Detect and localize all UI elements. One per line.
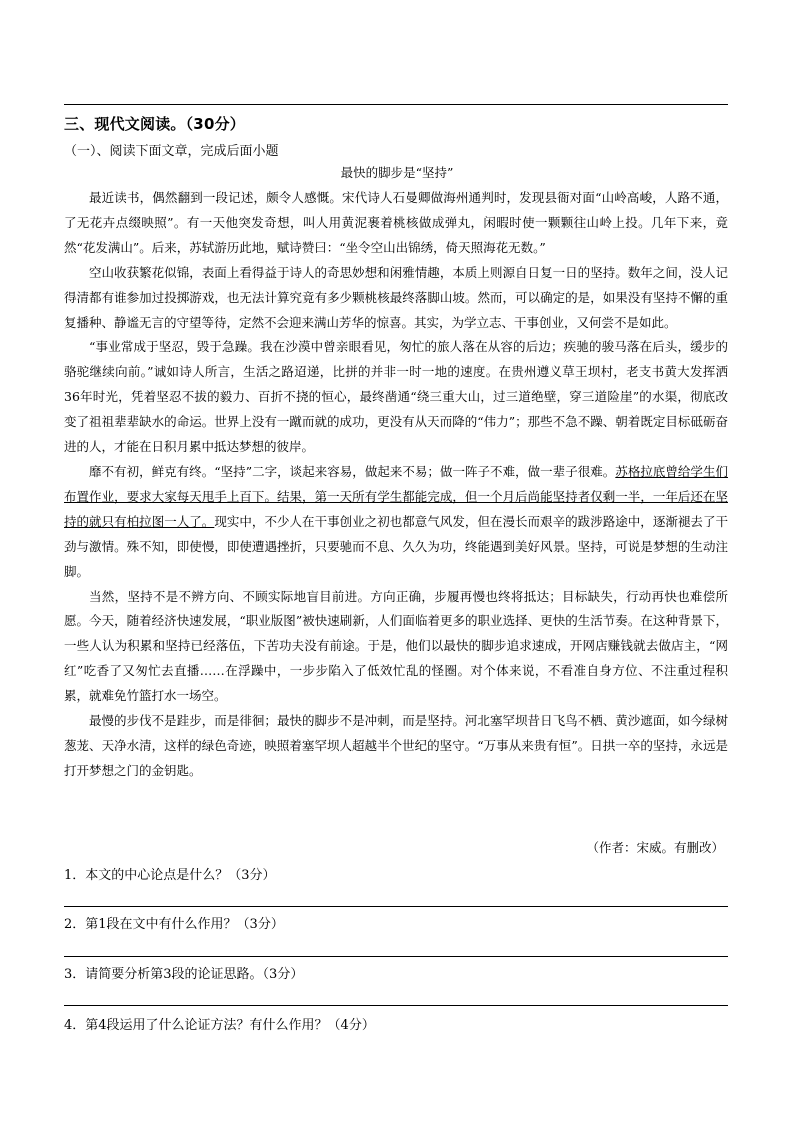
paragraph-5: 当然，坚持不是不辨方向、不顾实际地盲目前进。方向正确，步履再慢也终将抵达；目标缺失，行动再快也难偿所愿。今天，随着经济快速发展，“职业版图”被快速刷新，人们面临着更多的职业选择、更快的生活节奏。在这种背景下，一些人认为积累和坚持已经落伍，下苦功夫没有前途。于是，他们以最快的脚步追求速成，开网店赚钱就去做店主，“网红”吃香了又匆忙去直播……在浮躁中，一步步陷入了低效忙乱的怪圈。对个体来说，不看准自身方位、不注重过程积累，就难免竹篮打水一场空。: [64, 588, 728, 704]
subsection-title: （一）、阅读下面文章，完成后面小题: [64, 144, 279, 159]
question-3: 3．请简要分析第3段的论证思路。（3分）: [64, 967, 304, 982]
paragraph-3: “事业常成于坚忍，毁于急躁。我在沙漠中曾亲眼看见，匆忙的旅人落在从容的后边；疾驰的骏马落在后头，缓步的骆驼继续向前。”诚如诗人所言，生活之路迢递，比拼的并非一时一地的速度。在贵州遵义草王坝村，老支书黄大发挥洒36年时光，凭着坚忍不拔的毅力、百折不挠的恒心，最终凿通“绕三重大山，过三道绝壁，穿三道险崖”的水渠，彻底改变了祖祖辈辈缺水的命运。世界上没有一蹴而就的成功，更没有从天而降的“伟力”；那些不急不躁、朝着既定目标砥砺奋进的人，才能在日积月累中抵达梦想的彼岸。: [64, 339, 728, 455]
paragraph-6: 最慢的步伐不是跬步，而是徘徊；最快的脚步不是冲刺，而是坚持。河北塞罕坝昔日飞鸟不栖、黄沙遮面，如今绿树葱茏、天净水清，这样的绿色奇迹，映照着塞罕坝人超越半个世纪的坚守。“万事从来贵有恒”。日拱一卒的坚持，永远是打开梦想之门的金钥匙。: [64, 713, 728, 778]
article-body: [64, 186, 728, 784]
article-title: 最快的脚步是“坚持”: [340, 165, 454, 180]
paragraph-4-tail: 现实中，不少人在干事创业之初也都意气风发，但在漫长而艰辛的跋涉路途中，逐渐褪去了干劲与激情。殊不知，即使慢，即使遭遇挫折，只要驰而不息、久久为功，终能遇到美好风景。坚持，可说是梦想的生动注脚。: [64, 513, 728, 579]
question-1: 1．本文的中心论点是什么？（3分）: [64, 868, 276, 883]
underlined-passage: 苏格拉底曾给学生们布置作业，要求大家每天甩手上百下。结果，第一天所有学生都能完成，但一个月后尚能坚持者仅剩一半，一年后还在坚持的就只有柏拉图一人了。: [64, 463, 728, 529]
answer-line-2[interactable]: [64, 956, 728, 957]
question-2: 2．第1段在文中有什么作用？（3分）: [64, 917, 284, 932]
paragraph-4-lead: 靡不有初，鲜克有终。“坚持”二字，谈起来容易，做起来不易；做一阵子不难，做一辈子很难。: [89, 463, 616, 479]
paragraph-2: 空山收获繁花似锦，表面上看得益于诗人的奇思妙想和闲雅情趣，本质上则源自日复一日的坚持。数年之间，没人记得清都有谁参加过投掷游戏，也无法计算究竟有多少颗桃核最终落脚山坡。然而，可以确定的是，如果没有坚持不懈的重复播种、静谧无言的守望等待，定然不会迎来满山芳华的惊喜。其实，为学立志、干事创业，又何尝不是如此。: [64, 264, 728, 330]
question-4: 4．第4段运用了什么论证方法？有什么作用？（4分）: [64, 1018, 375, 1033]
paragraph-1: 最近读书，偶然翻到一段记述，颇令人感慨。宋代诗人石曼卿做海州通判时，发现县衙对面“山岭高峻，人路不通，了无花卉点缀映照”。有一天他突发奇想，叫人用黄泥裹着桃核做成弹丸，闲暇时使一颗颗往山岭上投。几年下来，竟然“花发满山”。后来，苏轼游历此地，赋诗赞曰：“坐令空山出锦绣，倚天照海花无数。”: [64, 190, 728, 255]
top-rule: [64, 104, 728, 105]
answer-line-1[interactable]: [64, 906, 728, 907]
section-title: 三、现代文阅读。（30分）: [64, 115, 245, 133]
author-note: （作者：宋威。有删改）: [586, 840, 724, 855]
answer-line-3[interactable]: [64, 1005, 728, 1006]
paragraph-4: [64, 460, 728, 585]
